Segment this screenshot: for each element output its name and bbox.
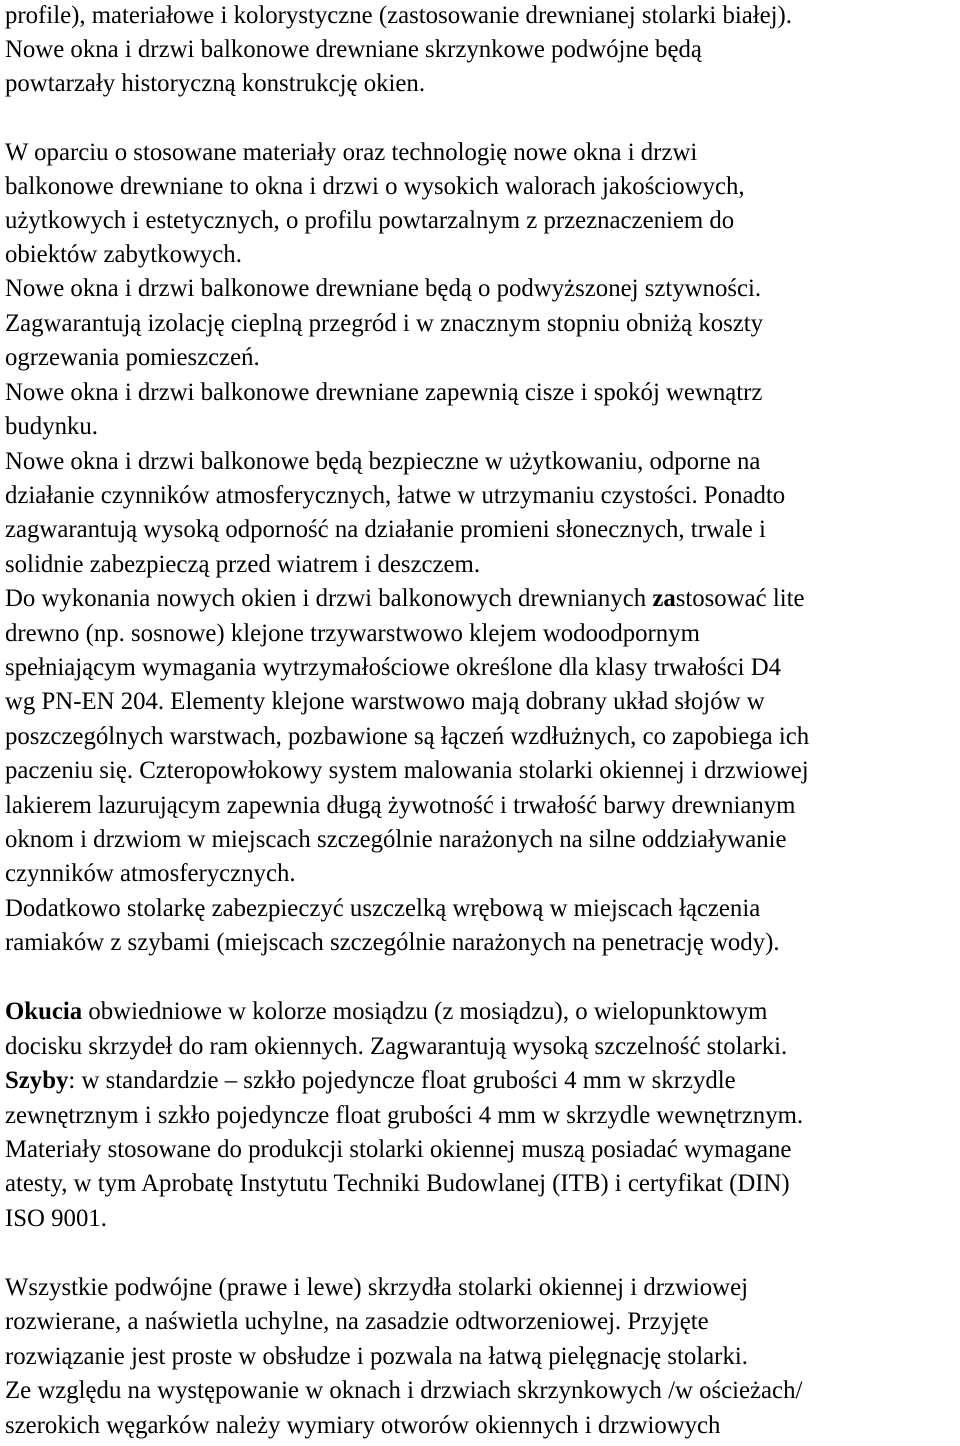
- text-line: Nowe okna i drzwi balkonowe drewniane będą o podwyższonej sztywności.: [5, 275, 762, 302]
- text-line: użytkowych i estetycznych, o profilu powtarzalnym z przeznaczeniem do: [5, 207, 735, 234]
- text-line: ISO 9001.: [5, 1205, 107, 1232]
- text-line: Wszystkie podwójne (prawe i lewe) skrzydła stolarki okiennej i drzwiowej: [5, 1274, 748, 1301]
- text-line: W oparciu o stosowane materiały oraz technologię nowe okna i drzwi: [5, 139, 698, 166]
- text-line: [5, 996, 767, 1028]
- text-line: docisku skrzydeł do ram okiennych. Zagwarantują wysoką szczelność stolarki.: [5, 1033, 788, 1060]
- text-line: profile), materiałowe i kolorystyczne (zastosowanie drewnianej stolarki białej).: [5, 2, 793, 29]
- text-line: solidnie zabezpieczą przed wiatrem i deszczem.: [5, 551, 481, 578]
- text-line: Dodatkowo stolarkę zabezpieczyć uszczelką wrębową w miejscach łączenia: [5, 895, 761, 922]
- text-line: powtarzały historyczną konstrukcję okien.: [5, 70, 426, 97]
- bold-run: Szyby: [5, 1067, 69, 1094]
- text-line: atesty, w tym Aprobatę Instytutu Techniki Budowlanej (ITB) i certyfikat (DIN): [5, 1170, 790, 1197]
- text-line: czynników atmosferycznych.: [5, 860, 296, 887]
- text-line: paczeniu się. Czteropowłokowy system malowania stolarki okiennej i drzwiowej: [5, 757, 809, 784]
- text-line: [5, 583, 805, 615]
- text-line: Materiały stosowane do produkcji stolarki okiennej muszą posiadać wymagane: [5, 1136, 792, 1163]
- text-line: ramiaków z szybami (miejscach szczególnie narażonych na penetrację wody).: [5, 929, 780, 956]
- text-line: balkonowe drewniane to okna i drzwi o wysokich walorach jakościowych,: [5, 173, 745, 200]
- text-line: ogrzewania pomieszczeń.: [5, 344, 260, 371]
- text-line: drewno (np. sosnowe) klejone trzywarstwowo klejem wodoodpornym: [5, 620, 700, 647]
- text-line: Zagwarantują izolację cieplną przegród i w znacznym stopniu obniżą koszty: [5, 310, 764, 337]
- text-run: stosować lite: [675, 585, 805, 612]
- text-line: spełniającym wymagania wytrzymałościowe określone dla klasy trwałości D4: [5, 654, 782, 681]
- text-line: zewnętrznym i szkło pojedyncze float grubości 4 mm w skrzydle wewnętrznym.: [5, 1102, 804, 1129]
- bold-run: Okucia: [5, 998, 83, 1025]
- text-line: oknom i drzwiom w miejscach szczególnie narażonych na silne oddziaływanie: [5, 826, 787, 853]
- bold-run: za: [652, 585, 676, 612]
- text-line: rozwiązanie jest proste w obsłudze i pozwala na łatwą pielęgnację stolarki.: [5, 1343, 748, 1370]
- text-line: obiektów zabytkowych.: [5, 241, 242, 268]
- text-run: Do wykonania nowych okien i drzwi balkonowych drewnianych: [5, 585, 653, 612]
- text-line: działanie czynników atmosferycznych, łatwe w utrzymaniu czystości. Ponadto: [5, 482, 786, 509]
- text-line: rozwierane, a naświetla uchylne, na zasadzie odtworzeniowej. Przyjęte: [5, 1308, 709, 1335]
- text-line: Ze względu na występowanie w oknach i drzwiach skrzynkowych /w ościeżach/: [5, 1377, 803, 1404]
- text-line: lakierem lazurującym zapewnia długą żywotność i trwałość barwy drewnianym: [5, 792, 796, 819]
- text-run: : w standardzie – szkło pojedyncze float grubości 4 mm w skrzydle: [68, 1067, 736, 1094]
- text-line: wg PN-EN 204. Elementy klejone warstwowo mają dobrany układ słojów w: [5, 688, 765, 715]
- text-line: Nowe okna i drzwi balkonowe drewniane skrzynkowe podwójne będą: [5, 36, 702, 63]
- text-line: budynku.: [5, 413, 98, 440]
- text-line: zagwarantują wysoką odporność na działanie promieni słonecznych, trwale i: [5, 516, 766, 543]
- text-line: szerokich węgarków należy wymiary otworów okiennych i drzwiowych: [5, 1412, 721, 1439]
- text-run: obwiedniowe w kolorze mosiądzu (z mosiądzu), o wielopunktowym: [82, 998, 768, 1025]
- text-line: Nowe okna i drzwi balkonowe będą bezpieczne w użytkowaniu, odporne na: [5, 448, 761, 475]
- text-line: Nowe okna i drzwi balkonowe drewniane zapewnią cisze i spokój wewnątrz: [5, 379, 763, 406]
- text-line: [5, 1065, 736, 1097]
- text-line: poszczególnych warstwach, pozbawione są łączeń wzdłużnych, co zapobiega ich: [5, 723, 810, 750]
